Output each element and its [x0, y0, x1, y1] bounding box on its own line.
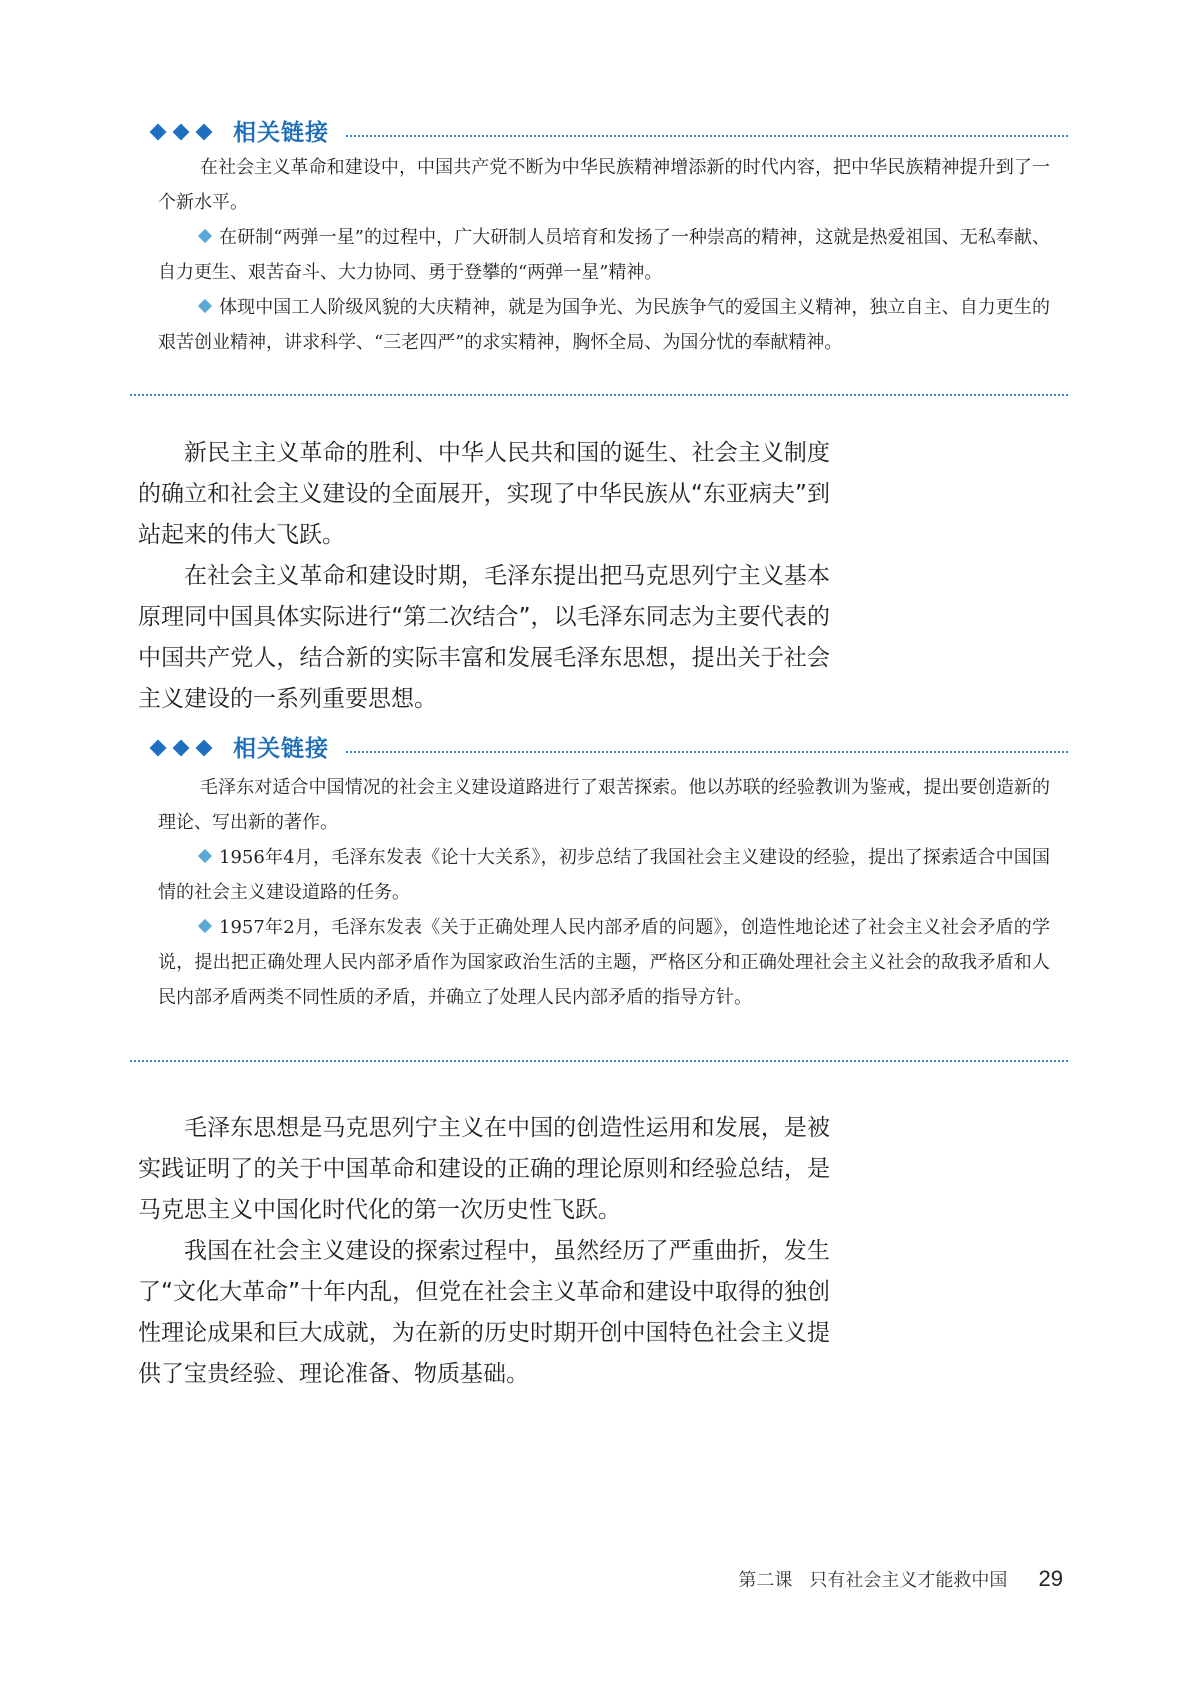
footer-lesson-label: 第二课	[738, 1570, 793, 1591]
body-paragraph: 我国在社会主义建设的探索过程中，虽然经历了严重曲折，发生了“文化大革命”十年内乱，但党在社会主义革命和建设中取得的独创性理论成果和巨大成就，为在新的历史时期开创中国特色社会主义提供了宝贵经验、理论准备、物质基础。	[138, 1238, 830, 1387]
body-section-1	[138, 433, 830, 720]
related-link-title: 相关链接	[233, 120, 329, 146]
diamond-icon	[173, 124, 190, 141]
diamond-bullet-icon	[198, 299, 212, 313]
related-link-title: 相关链接	[233, 736, 329, 762]
body-paragraph: 在社会主义革命和建设时期，毛泽东提出把马克思列宁主义基本原理同中国具体实际进行“第二次结合”，以毛泽东同志为主要代表的中国共产党人，结合新的实际丰富和发展毛泽东思想，提出关于社会主义建设的一系列重要思想。	[138, 563, 830, 712]
dotted-divider	[346, 751, 1068, 753]
page-footer	[738, 1566, 1063, 1596]
diamond-icon	[150, 740, 167, 757]
dotted-divider	[130, 394, 1068, 396]
related-link-header	[148, 118, 1068, 150]
diamond-icon	[196, 740, 213, 757]
page-number: 29	[1038, 1566, 1063, 1591]
related-link-bullet: 体现中国工人阶级风貌的大庆精神，就是为国争光、为民族争气的爱国主义精神，独立自主、自力更生的艰苦创业精神，讲求科学、“三老四严”的求实精神，胸怀全局、为国分忧的奉献精神。	[158, 297, 1050, 353]
related-link-bullet: 在研制“两弹一星”的过程中，广大研制人员培育和发扬了一种崇高的精神，这就是热爱祖国、无私奉献、自力更生、艰苦奋斗、大力协同、勇于登攀的“两弹一星”精神。	[158, 227, 1050, 283]
diamond-bullet-icon	[198, 229, 212, 243]
related-link-box-1	[130, 118, 1068, 398]
body-paragraph: 毛泽东思想是马克思列宁主义在中国的创造性运用和发展，是被实践证明了的关于中国革命和建设的正确的理论原则和经验总结，是马克思主义中国化时代化的第一次历史性飞跃。	[138, 1115, 830, 1223]
dotted-divider	[130, 1060, 1068, 1062]
related-link-intro: 毛泽东对适合中国情况的社会主义建设道路进行了艰苦探索。他以苏联的经验教训为鉴戒，提出要创造新的理论、写出新的著作。	[158, 777, 1050, 833]
body-paragraph: 新民主主义革命的胜利、中华人民共和国的诞生、社会主义制度的确立和社会主义建设的全面展开，实现了中华民族从“东亚病夫”到站起来的伟大飞跃。	[138, 440, 830, 548]
diamond-marker-group	[148, 737, 228, 759]
related-link-intro: 在社会主义革命和建设中，中国共产党不断为中华民族精神增添新的时代内容，把中华民族精神提升到了一个新水平。	[158, 157, 1050, 213]
related-link-body	[158, 150, 1050, 360]
diamond-icon	[196, 124, 213, 141]
body-section-2	[138, 1108, 830, 1395]
diamond-bullet-icon	[198, 849, 212, 863]
related-link-body	[158, 770, 1050, 1015]
diamond-marker-group	[148, 121, 228, 143]
diamond-icon	[173, 740, 190, 757]
related-link-bullet: 1957年2月，毛泽东发表《关于正确处理人民内部矛盾的问题》，创造性地论述了社会主义社会矛盾的学说，提出把正确处理人民内部矛盾作为国家政治生活的主题，严格区分和正确处理社会主义社会的敌我矛盾和人民内部矛盾两类不同性质的矛盾，并确立了处理人民内部矛盾的指导方针。	[158, 917, 1050, 1008]
footer-chapter-title: 只有社会主义才能救中国	[809, 1570, 1008, 1591]
related-link-header	[148, 734, 1068, 766]
related-link-bullet: 1956年4月，毛泽东发表《论十大关系》，初步总结了我国社会主义建设的经验，提出了探索适合中国国情的社会主义建设道路的任务。	[158, 847, 1050, 903]
diamond-icon	[150, 124, 167, 141]
diamond-bullet-icon	[198, 919, 212, 933]
related-link-box-2	[130, 734, 1068, 1064]
dotted-divider	[346, 135, 1068, 137]
